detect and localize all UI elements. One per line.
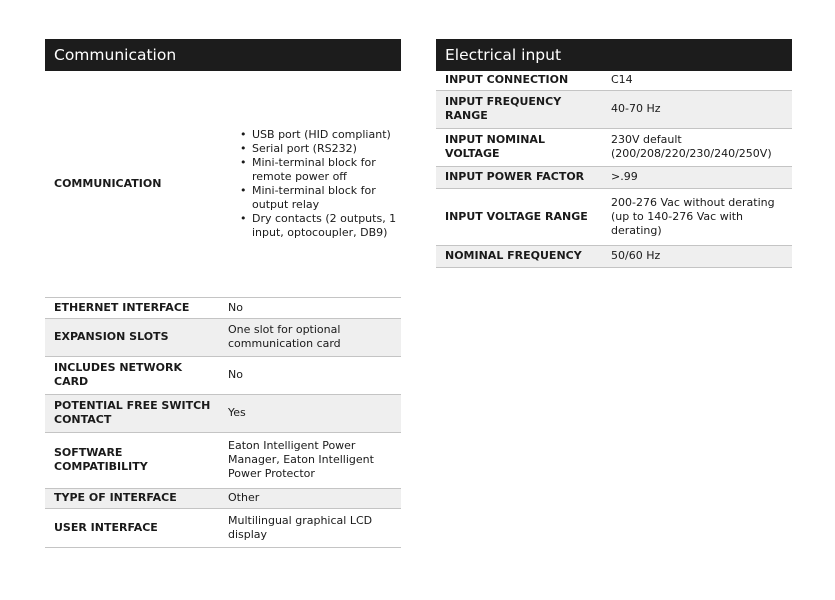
row-label: INPUT FREQUENCY RANGE <box>436 90 602 128</box>
row-value: No <box>219 356 401 394</box>
table-row <box>45 508 401 547</box>
row-value: Eaton Intelligent Power Manager, Eaton Intelligent Power Protector <box>219 432 401 488</box>
row-label: POTENTIAL FREE SWITCH CONTACT <box>45 394 219 432</box>
row-value: One slot for optional communication card <box>219 318 401 356</box>
row-label: INPUT VOLTAGE RANGE <box>436 188 602 245</box>
row-value: No <box>219 297 401 318</box>
electrical-input-title: Electrical input <box>436 39 792 71</box>
row-value: 40-70 Hz <box>602 90 792 128</box>
electrical-input-table <box>436 71 792 268</box>
list-item: • Mini-terminal block for remote power off <box>236 156 397 184</box>
communication-title: Communication <box>45 39 401 71</box>
table-row <box>45 356 401 394</box>
row-label: COMMUNICATION <box>45 71 219 297</box>
list-item: • Serial port (RS232) <box>236 142 397 156</box>
row-value: Other <box>219 488 401 508</box>
row-value: 200-276 Vac without derating (up to 140-276 Vac with derating) <box>602 188 792 245</box>
table-row <box>45 318 401 356</box>
row-value: 230V default (200/208/220/230/240/250V) <box>602 128 792 166</box>
table-row <box>436 90 792 128</box>
table-row <box>45 71 401 297</box>
table-row <box>436 166 792 188</box>
row-label: INPUT CONNECTION <box>436 71 602 90</box>
table-row <box>436 71 792 90</box>
row-value: >.99 <box>602 166 792 188</box>
row-label: SOFTWARE COMPATIBILITY <box>45 432 219 488</box>
table-row <box>436 245 792 267</box>
communication-bullet-cell <box>219 71 401 297</box>
table-row <box>436 128 792 166</box>
communication-table <box>45 71 401 548</box>
row-value: Yes <box>219 394 401 432</box>
table-row <box>45 488 401 508</box>
list-item: • USB port (HID compliant) <box>236 128 397 142</box>
communication-bullet-list <box>236 128 397 240</box>
list-item: • Dry contacts (2 outputs, 1 input, optocoupler, DB9) <box>236 212 397 240</box>
list-item: • Mini-terminal block for output relay <box>236 184 397 212</box>
row-value: Multilingual graphical LCD display <box>219 508 401 547</box>
row-label: INCLUDES NETWORK CARD <box>45 356 219 394</box>
table-row <box>45 432 401 488</box>
row-label: TYPE OF INTERFACE <box>45 488 219 508</box>
row-value: 50/60 Hz <box>602 245 792 267</box>
row-label: USER INTERFACE <box>45 508 219 547</box>
row-value: C14 <box>602 71 792 90</box>
row-label: ETHERNET INTERFACE <box>45 297 219 318</box>
table-row <box>45 297 401 318</box>
row-label: EXPANSION SLOTS <box>45 318 219 356</box>
table-row <box>436 188 792 245</box>
communication-panel <box>45 39 401 548</box>
row-label: INPUT NOMINAL VOLTAGE <box>436 128 602 166</box>
row-label: NOMINAL FREQUENCY <box>436 245 602 267</box>
table-row <box>45 394 401 432</box>
row-label: INPUT POWER FACTOR <box>436 166 602 188</box>
electrical-input-panel <box>436 39 792 268</box>
